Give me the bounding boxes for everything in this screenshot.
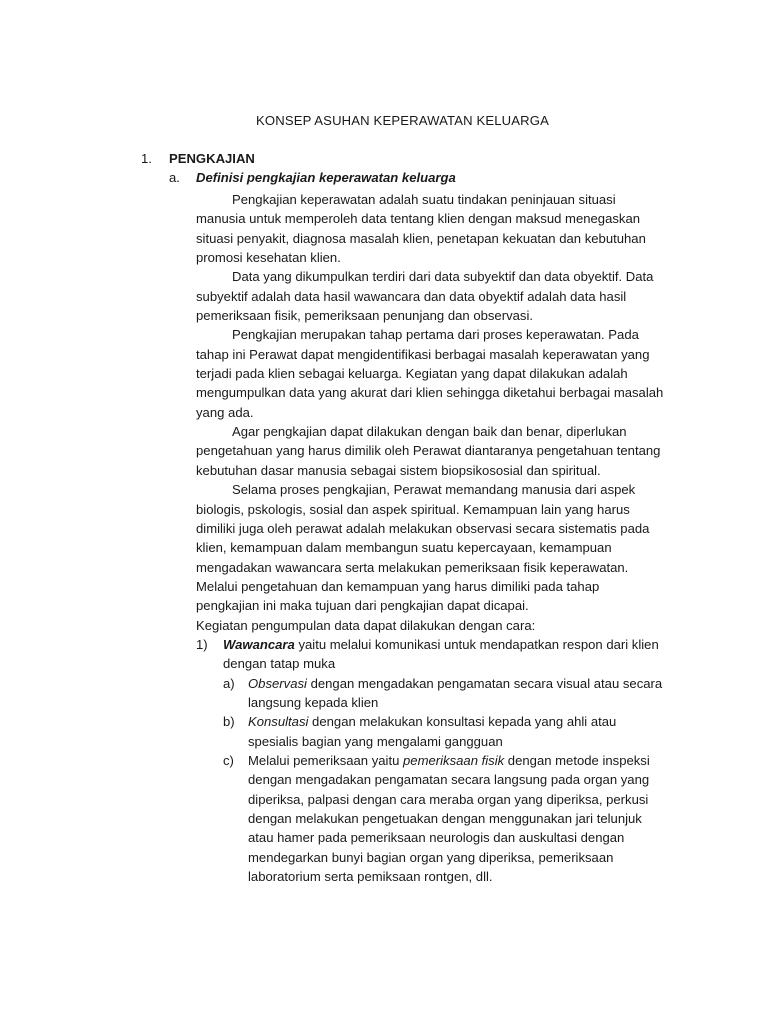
sublist bbox=[196, 674, 666, 887]
sublist-item-prefix: Melalui pemeriksaan yaitu bbox=[248, 752, 404, 768]
paragraph: Selama proses pengkajian, Perawat memandang manusia dari aspek biologis, pskologis, sosial dan aspek spiritual. Kemampuan lain yang harus dimiliki juga oleh perawat adalah melakukan observasi secara sistematis pada klien, kemampuan dalam membangun suatu kepercayaan, kemampuan mengadakan wawancara serta melakukan pemeriksaan fisik keperawatan. Melalui pengetahuan dan kemampuan yang harus dimiliki pada tahap pengkajian ini maka tujuan dari pengkajian dapat dicapai. bbox=[196, 482, 650, 614]
section-heading: PENGKAJIAN bbox=[169, 151, 255, 166]
list-item-wawancara bbox=[196, 635, 666, 674]
paragraphs bbox=[196, 190, 666, 635]
paragraph: Pengkajian merupakan tahap pertama dari proses keperawatan. Pada tahap ini Perawat dapat mengidentifikasi berbagai masalah keperawatan yang terjadi pada klien sebagai keluarga. Kegiatan yang dapat dilakukan adalah mengumpulkan data yang akurat dari klien sehingga diketahui berbagai masalah yang ada. bbox=[196, 327, 664, 420]
list-number: 1) bbox=[196, 636, 208, 652]
subsection-heading: Definisi pengkajian keperawatan keluarga bbox=[196, 170, 456, 185]
sublist-item-observasi bbox=[196, 674, 666, 713]
term-konsultasi: Konsultasi bbox=[248, 714, 309, 730]
sublist-letter: b) bbox=[223, 714, 235, 730]
sublist-item-text: dengan mengadakan pengamatan secara visual atau secara langsung kepada klien bbox=[248, 675, 663, 710]
sublist-item-text: dengan melakukan konsultasi kepada yang ahli atau spesialis bagian yang mengalami gangguan bbox=[248, 714, 617, 749]
sublist-letter: c) bbox=[223, 752, 234, 768]
sublist-item-pemeriksaan bbox=[196, 751, 666, 886]
subsection-letter: a. bbox=[169, 170, 180, 185]
lead-in-text: Kegiatan pengumpulan data dapat dilakukan dengan cara: bbox=[196, 617, 536, 633]
section-number: 1. bbox=[141, 151, 152, 166]
document-title: KONSEP ASUHAN KEPERAWATAN KELUARGA bbox=[256, 113, 549, 128]
paragraph: Data yang dikumpulkan terdiri dari data subyektif dan data obyektif. Data subyektif adalah data hasil wawancara dan data obyektif adalah data hasil pemeriksaan fisik, pemeriksaan penunjang dan observasi. bbox=[196, 269, 654, 324]
sublist-item-text: dengan metode inspeksi dengan mengadakan pengamatan secara langsung pada organ yang diperiksa, palpasi dengan cara meraba organ yang diperiksa, perkusi dengan melakukan pengetuakan dengan menggunakan jari telunjuk atau hamer pada pemeriksaan neurologis dan auskultasi dengan mendegarkan bunyi bagian organ yang diperiksa, pemeriksaan laboratorium serta pemiksaan rontgen, dll. bbox=[248, 752, 650, 885]
term-pemeriksaan-fisik: pemeriksaan fisik bbox=[403, 752, 505, 768]
paragraph: Agar pengkajian dapat dilakukan dengan baik dan benar, diperlukan pengetahuan yang harus dimilik oleh Perawat diantaranya pengetahuan tentang kebutuhan dasar manusia sebagai sistem biopsikososial dan spiritual. bbox=[196, 424, 661, 478]
sublist-item-konsultasi bbox=[196, 712, 666, 751]
term-wawancara: Wawancara bbox=[223, 636, 295, 652]
list-item-text: yaitu melalui komunikasi untuk mendapatkan respon dari klien dengan tatap muka bbox=[223, 636, 659, 672]
term-observasi: Observasi bbox=[248, 675, 307, 691]
document-body bbox=[196, 190, 666, 886]
sublist-letter: a) bbox=[223, 675, 235, 691]
paragraph: Pengkajian keperawatan adalah suatu tindakan peninjauan situasi manusia untuk memperoleh data tentang klien dengan maksud menegaskan situasi penyakit, diagnosa masalah klien, penetapan kekuatan dan kebutuhan promosi kesehatan klien. bbox=[196, 192, 646, 266]
